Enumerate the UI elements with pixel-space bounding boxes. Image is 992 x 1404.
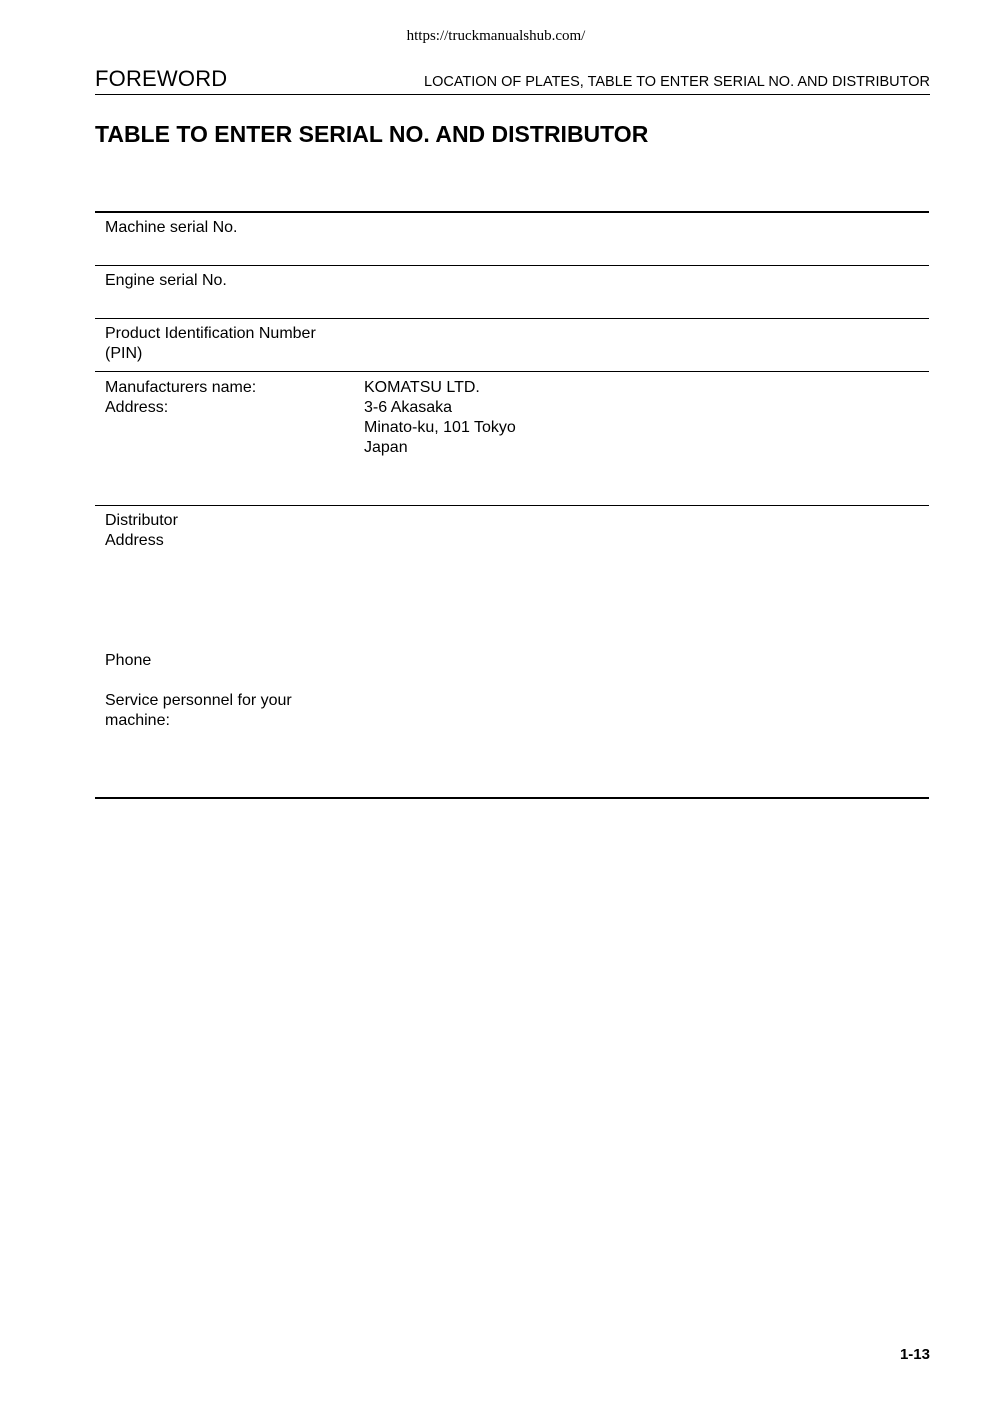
pin-label-line: Product Identification Number	[105, 325, 316, 342]
manufacturer-labels	[105, 378, 345, 418]
machine-serial-label: Machine serial No.	[105, 219, 238, 236]
manufacturer-address-label: Address:	[105, 399, 169, 416]
source-url: https://truckmanualshub.com/	[406, 28, 586, 44]
phone-label: Phone	[105, 652, 152, 669]
row-divider	[95, 505, 929, 506]
pin-label-line: (PIN)	[105, 345, 143, 362]
page-number: 1-13	[899, 1346, 930, 1363]
table-bottom-rule	[95, 797, 929, 799]
manufacturer-name-label: Manufacturers name:	[105, 379, 257, 396]
distributor-label: Distributor	[105, 512, 178, 529]
pin-label	[105, 324, 345, 364]
row-divider	[95, 318, 929, 319]
table-top-rule	[95, 211, 929, 213]
distributor-address-label: Address	[105, 532, 164, 549]
service-label-line: machine:	[105, 712, 170, 729]
manufacturer-line: 3-6 Akasaka	[364, 399, 453, 416]
engine-serial-label: Engine serial No.	[105, 272, 227, 289]
manufacturer-line: Minato-ku, 101 Tokyo	[364, 419, 516, 436]
section-name: FOREWORD	[95, 66, 228, 91]
manufacturer-line: KOMATSU LTD.	[364, 379, 480, 396]
distributor-labels	[105, 511, 345, 551]
manufacturer-line: Japan	[364, 439, 408, 456]
header-divider	[95, 94, 930, 95]
manufacturer-details	[364, 378, 516, 458]
service-personnel-label	[105, 691, 345, 731]
page-title: TABLE TO ENTER SERIAL NO. AND DISTRIBUTOR	[95, 121, 649, 147]
service-label-line: Service personnel for your	[105, 692, 292, 709]
row-divider	[95, 371, 929, 372]
row-divider	[95, 265, 929, 266]
running-header-title: LOCATION OF PLATES, TABLE TO ENTER SERIAL NO. AND DISTRIBUTOR	[424, 74, 930, 90]
